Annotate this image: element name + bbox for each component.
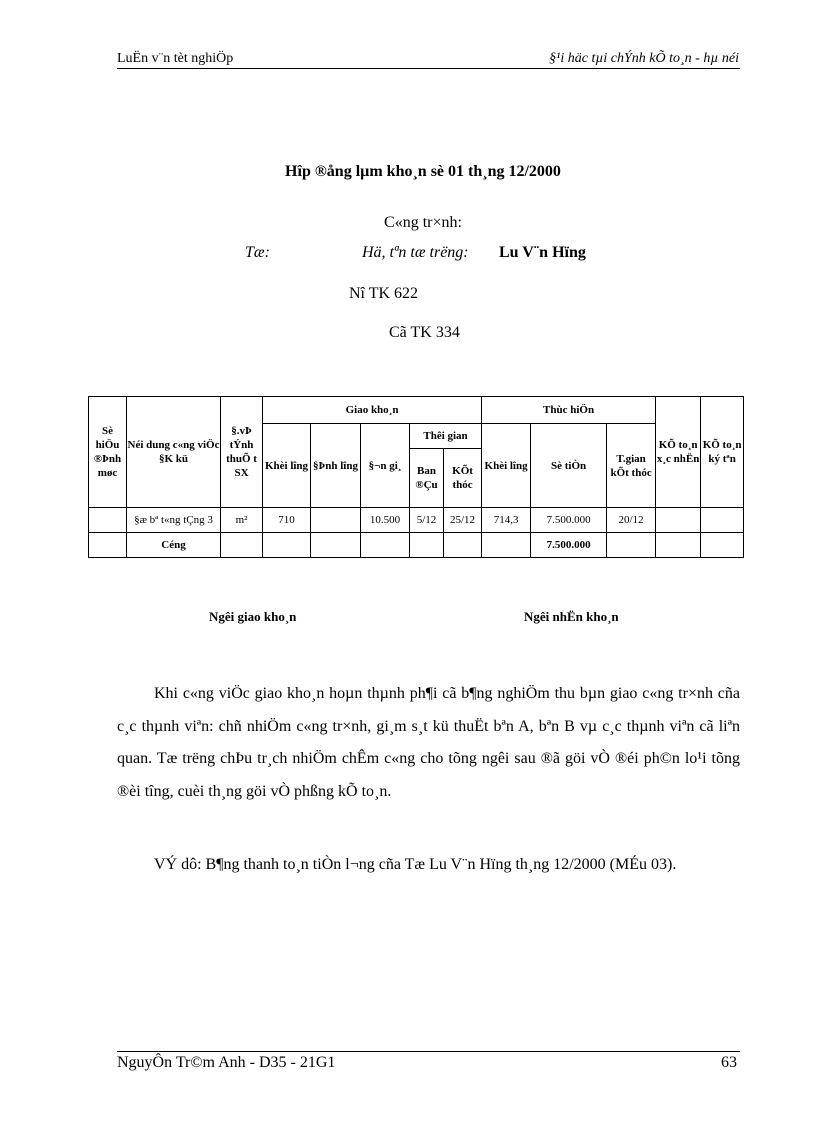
cell-tech (656, 508, 701, 533)
total-amount: 7.500.000 (531, 533, 607, 558)
header-qty: Khèi lîng (263, 424, 311, 508)
header-left: LuËn v¨n tèt nghiÖp (117, 51, 234, 66)
cell-content: §æ bª t«ng tÇng 3 (127, 508, 221, 533)
credit-account: Cã TK 334 (389, 324, 460, 341)
header-seq: Sè hiÖu ®Þnh møc (89, 397, 127, 508)
total-empty-price (361, 533, 410, 558)
total-label: Céng (127, 533, 221, 558)
total-empty-qty (263, 533, 311, 558)
cell-end-time: 20/12 (607, 508, 656, 533)
project-line: C«ng tr×nh: (384, 214, 462, 231)
footer-author: NguyÔn Tr©m Anh - D35 - 21G1 (117, 1054, 336, 1071)
header-end-time: T.gian kÕt thóc (607, 424, 656, 508)
header-tech-confirm: KÕ to¸n x¸c nhËn (656, 397, 701, 508)
total-empty-tech (656, 533, 701, 558)
header-unit: §.vÞ tÝnh thuÕ t SX (221, 397, 263, 508)
table-row (89, 508, 744, 533)
leader-label: Hä, tªn tæ trëng: (362, 244, 469, 261)
cell-qty-actual: 714,3 (482, 508, 531, 533)
contract-table (88, 396, 744, 558)
leader-name: Lu V¨n Hïng (499, 244, 586, 261)
team-label: Tæ: (245, 244, 270, 261)
total-empty-unit (221, 533, 263, 558)
header-content: Néi dung c«ng viÖc §K kü (127, 397, 221, 508)
footer-divider (117, 1051, 740, 1052)
total-empty-end (444, 533, 482, 558)
header-time-group: Thêi gian (410, 424, 482, 449)
header-start: Ban ®Çu (410, 449, 444, 508)
page-number: 63 (721, 1054, 737, 1071)
header-qty-actual: Khèi lîng (482, 424, 531, 508)
cell-seq (89, 508, 127, 533)
cell-unit: m² (221, 508, 263, 533)
header-amount: Sè tiÒn (531, 424, 607, 508)
total-row (89, 533, 744, 558)
contract-title: Hîp ®ång lµm kho¸n sè 01 th¸ng 12/2000 (285, 163, 561, 180)
debit-account: Nî TK 622 (349, 285, 419, 302)
header-sign: KÕ to¸n ký tªn (701, 397, 744, 508)
cell-start: 5/12 (410, 508, 444, 533)
cell-rate (311, 508, 361, 533)
header-price: §¬n gi¸ (361, 424, 410, 508)
total-empty-start (410, 533, 444, 558)
header-actual-group: Thùc hiÖn (482, 397, 656, 424)
header-assigned-group: Giao kho¸n (263, 397, 482, 424)
header-right: §¹i häc tµi chÝnh kÕ to¸n - hµ néi (549, 51, 739, 66)
header-end: KÕt thóc (444, 449, 482, 508)
header-divider (117, 68, 740, 69)
cell-sign (701, 508, 744, 533)
cell-amount: 7.500.000 (531, 508, 607, 533)
cell-qty: 710 (263, 508, 311, 533)
cell-price: 10.500 (361, 508, 410, 533)
total-empty-sign (701, 533, 744, 558)
total-seq (89, 533, 127, 558)
total-empty-rate (311, 533, 361, 558)
signature-receiver: Ngêi nhËn kho¸n (524, 609, 619, 624)
header-rate: §Þnh lîng (311, 424, 361, 508)
total-empty-qty-actual (482, 533, 531, 558)
signature-assigner: Ngêi giao kho¸n (209, 609, 297, 624)
total-empty-end-time (607, 533, 656, 558)
cell-end: 25/12 (444, 508, 482, 533)
paragraph-procedure: Khi c«ng viÖc giao kho¸n hoµn thµnh ph¶i cã b¶ng nghiÖm thu bµn giao c«ng tr×nh cña c¸c thµnh viªn: chñ nhiÖm c«ng tr×nh, gi¸m s¸t kü thuËt bªn A, bªn B vµ c¸c thµnh viªn cã liªn quan. Tæ trëng chÞu tr¸ch nhiÖm chÊm c«ng cho tõng ngêi sau ®ã göi vÒ ®éi ph©n lo¹i tõng ®èi tîng, cuèi th¸ng göi vÒ phßng kÕ to¸n. (117, 685, 740, 800)
paragraph-example: VÝ dô: B¶ng thanh to¸n tiÒn l¬ng cña Tæ Lu V¨n Hïng th¸ng 12/2000 (MÉu 03). (154, 856, 677, 873)
